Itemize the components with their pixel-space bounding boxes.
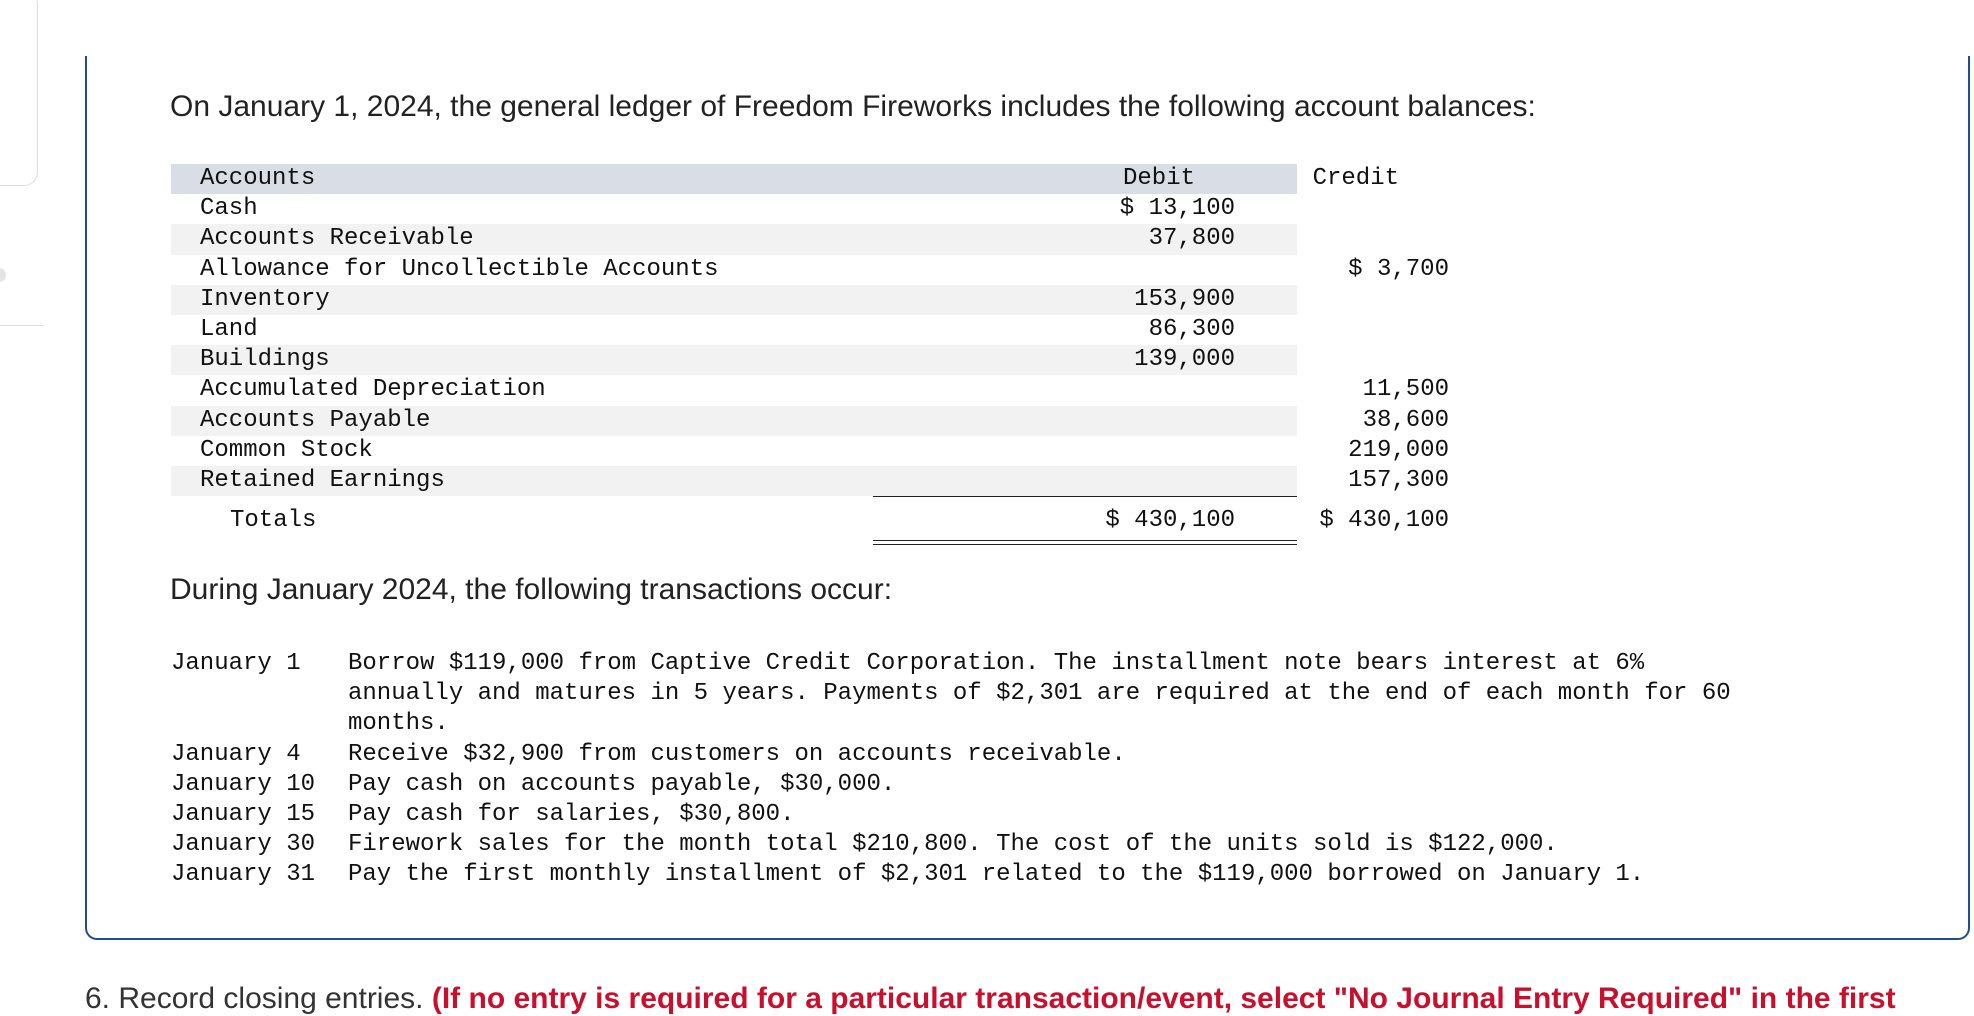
ledger-row (171, 436, 1449, 466)
account-name: Accounts Payable (200, 406, 431, 434)
debit-value: $ 13,100 (1119, 195, 1235, 223)
debit-value: 153,900 (1134, 285, 1235, 313)
transaction-item (171, 860, 1871, 890)
next-question-prefix: 6. Record closing entries. (85, 982, 424, 1015)
side-divider (0, 325, 44, 326)
transaction-text: months. (348, 710, 449, 738)
debit-value: 37,800 (1148, 225, 1235, 253)
ledger-table (171, 164, 1449, 540)
account-name: Common Stock (200, 436, 373, 464)
account-name: Allowance for Uncollectible Accounts (200, 255, 719, 283)
transaction-date: January 15 (171, 801, 316, 829)
transaction-item (171, 649, 1871, 740)
transaction-date: January 4 (171, 740, 301, 768)
account-name: Land (200, 315, 258, 343)
account-name: Retained Earnings (200, 466, 445, 494)
next-question-instruction: (If no entry is required for a particular transaction/event, select "No Journal Entry Required" in the first (431, 982, 1896, 1015)
transaction-text: Receive $32,900 from customers on accounts receivable. (348, 740, 1126, 768)
transaction-text: annually and matures in 5 years. Payments of $2,301 are required at the end of each month for 60 (348, 680, 1731, 708)
transactions-intro: During January 2024, the following transactions occur: (170, 573, 893, 606)
intro-text: On January 1, 2024, the general ledger of Freedom Fireworks includes the following account balances: (170, 90, 1536, 123)
header-accounts: Accounts (200, 165, 316, 192)
account-name: Buildings (200, 346, 330, 374)
ledger-row (171, 285, 1297, 315)
ledger-row (171, 315, 1297, 345)
totals-double-rule (873, 540, 1297, 545)
debit-value: 86,300 (1148, 315, 1235, 343)
totals-credit: $ 430,100 (1319, 507, 1449, 535)
ledger-row (171, 466, 1449, 496)
transaction-text: Firework sales for the month total $210,800. The cost of the units sold is $122,000. (348, 831, 1558, 859)
ledger-row (171, 375, 1449, 405)
transaction-item (171, 830, 1871, 860)
next-question-heading (85, 982, 1896, 1016)
account-name: Inventory (200, 285, 330, 313)
side-card (0, 0, 38, 186)
debit-value: 139,000 (1134, 346, 1235, 374)
totals-debit: $ 430,100 (1105, 507, 1235, 535)
transaction-text: Pay the first monthly installment of $2,301 related to the $119,000 borrowed on January 1. (348, 861, 1645, 889)
account-name: Accumulated Depreciation (200, 376, 546, 404)
account-name: Cash (200, 195, 258, 223)
header-credit: Credit (1312, 165, 1399, 192)
ledger-row (171, 194, 1297, 224)
transaction-item (171, 800, 1871, 830)
transactions-list (171, 649, 1871, 891)
totals-label: Totals (230, 507, 317, 535)
account-name: Accounts Receivable (200, 225, 474, 253)
totals-rule (873, 496, 1297, 497)
ledger-row (171, 224, 1297, 254)
transaction-text: Borrow $119,000 from Captive Credit Corporation. The installment note bears interest at 6% (348, 650, 1645, 677)
ledger-row (171, 406, 1449, 436)
side-indicator (0, 268, 6, 282)
credit-value: 11,500 (1362, 376, 1449, 404)
transaction-text: Pay cash for salaries, $30,800. (348, 801, 795, 829)
transaction-item (171, 740, 1871, 770)
transaction-date: January 30 (171, 831, 316, 859)
credit-value: 219,000 (1348, 436, 1449, 464)
ledger-row (171, 345, 1297, 375)
credit-value: 38,600 (1362, 406, 1449, 434)
transaction-item (171, 770, 1871, 800)
header-debit: Debit (1122, 165, 1195, 192)
transaction-date: January 1 (171, 650, 301, 677)
ledger-header-row (171, 164, 1399, 194)
ledger-totals-row (171, 502, 1449, 540)
transaction-date: January 10 (171, 770, 316, 798)
credit-value: 157,300 (1348, 466, 1449, 494)
credit-value: $ 3,700 (1348, 255, 1449, 283)
ledger-row (171, 255, 1449, 285)
transaction-text: Pay cash on accounts payable, $30,000. (348, 770, 896, 798)
transaction-date: January 31 (171, 861, 316, 889)
